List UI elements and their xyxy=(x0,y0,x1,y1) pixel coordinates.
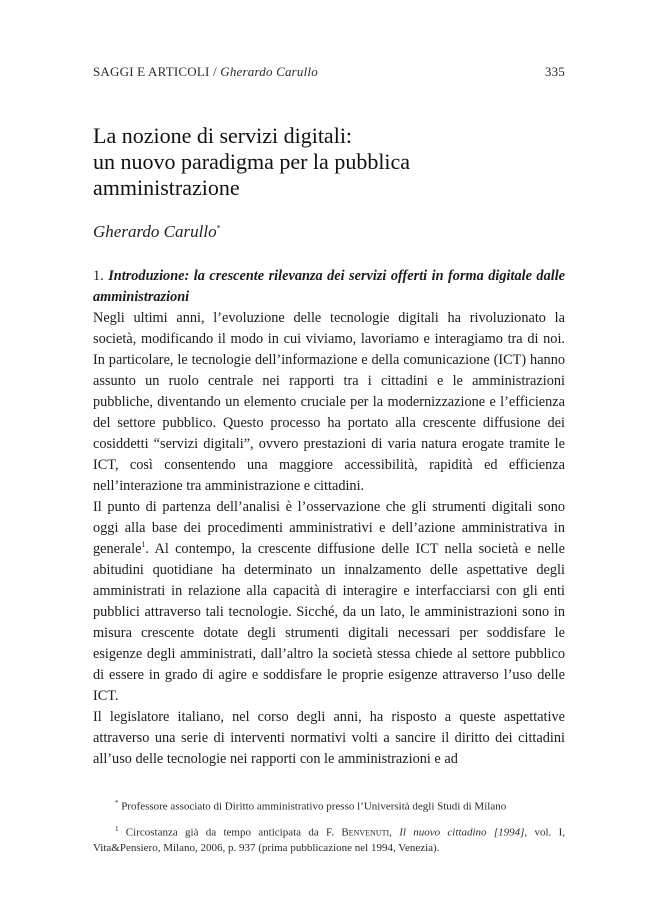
author-footnote-mark: * xyxy=(216,223,221,233)
footnote-1-mark: 1 xyxy=(115,824,119,833)
article-author xyxy=(93,222,221,242)
footnotes xyxy=(93,795,565,862)
footnote-1-author: Benvenuti xyxy=(341,826,390,839)
title-line-3: amministrazione xyxy=(93,175,240,200)
header-section: SAGGI E ARTICOLI xyxy=(93,64,210,79)
footnote-1 xyxy=(93,821,565,857)
running-header xyxy=(93,64,565,80)
paragraph-2 xyxy=(93,497,565,707)
section-title: Introduzione: la crescente rilevanza dei servizi offerti in forma digitale dalle amministrazioni xyxy=(93,268,566,305)
footnote-1-sep: , xyxy=(389,826,400,839)
paragraph-2-text-a: Il punto di partenza dell’analisi è l’osservazione che gli strumenti digitali sono oggi alla base dei procedimenti amministrativi e dell’azione amministrativa in generale xyxy=(93,499,565,557)
author-name: Gherardo Carullo xyxy=(93,222,217,241)
footnote-1-text-a: Circostanza già da tempo anticipata da F. xyxy=(118,826,342,839)
footnote-ref-1: 1 xyxy=(141,540,146,550)
footnote-1-text-b: , vol. I, Vita&Pensiero, Milano, 2006, p. 937 (prima pubblicazione nel 1994, Venezia). xyxy=(93,826,565,855)
footnote-star-text: Professore associato di Diritto amministrativo presso l’Università degli Studi di Milano xyxy=(118,800,507,813)
title-line-2: un nuovo paradigma per la pubblica xyxy=(93,149,411,174)
paragraph-3: Il legislatore italiano, nel corso degli anni, ha risposto a queste aspettative attraverso una serie di interventi normativi volti a sancire il diritto dei cittadini all’uso delle tecnologie nei rapporti con le amministrazioni e ad xyxy=(93,709,565,767)
article-title xyxy=(93,123,573,201)
footnote-star xyxy=(93,795,565,815)
header-separator: / xyxy=(209,64,221,79)
footnote-1-work: Il nuovo cittadino [1994] xyxy=(399,826,525,839)
section-number: 1. xyxy=(93,268,109,284)
article-body xyxy=(93,266,565,770)
paragraph-2-text-b: . Al contempo, la crescente diffusione delle ICT nella società e nelle abitudini quotidiane ha determinato un innalzamento delle aspettative degli amministrati in relazione alla capacità di interagire e interfacciarsi con gli enti pubblici attraverso tali tecnologie. Sicché, da un lato, le amministrazioni sono in misura crescente dotate degli strumenti digitali necessari per soddisfare le esigenze degli amministrati, dall’altro la società stessa chiede al settore pubblico di essere in grado di agire e soddisfare le proprie esigenze attraverso l’uso delle ICT. xyxy=(93,541,565,704)
paragraph-1: Negli ultimi anni, l’evoluzione delle tecnologie digitali ha rivoluzionato la società, modificando il modo in cui viviamo, lavoriamo e interagiamo tra di noi. In particolare, le tecnologie dell’informazione e della comunicazione (ICT) hanno assunto un ruolo centrale nei rapporti tra i cittadini e le amministrazioni pubbliche, diventando un elemento cruciale per la modernizzazione e l’efficienza del settore pubblico. Questo processo ha portato alla crescente diffusione dei cosiddetti “servizi digitali”, ovvero prestazioni di varia natura erogate tramite le ICT, così consentendo una maggiore accessibilità, rapidità ed efficienza nell’interazione tra amministrazione e cittadini. xyxy=(93,310,565,494)
section-heading xyxy=(93,266,565,308)
page-number: 335 xyxy=(544,64,565,79)
header-author: Gherardo Carullo xyxy=(220,64,318,79)
title-line-1: La nozione di servizi digitali: xyxy=(93,123,353,148)
footnote-star-mark: * xyxy=(115,799,119,807)
